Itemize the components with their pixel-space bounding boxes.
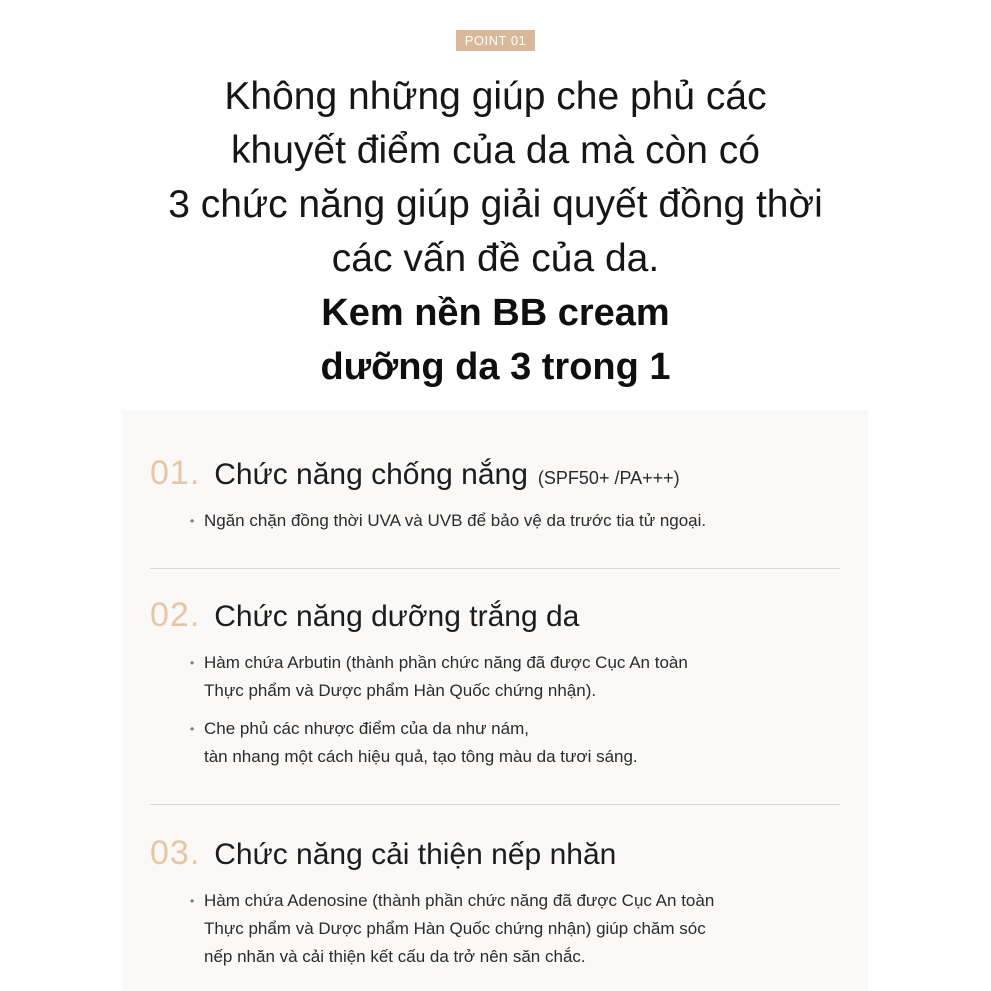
- feature-title: Chức năng dưỡng trắng da: [214, 600, 580, 633]
- feature-number: 01.: [150, 454, 201, 492]
- bullet-dot-icon: •: [190, 656, 195, 670]
- feature-section-anti-wrinkle: [150, 834, 840, 981]
- feature-number: 02.: [150, 596, 201, 634]
- feature-section-whitening: [150, 596, 840, 781]
- bullet-text: Hàm chứa Adenosine (thành phần chức năng đã được Cục An toàn Thực phẩm và Dược phẩm Hàn Quốc chứng nhận) giúp chăm sóc nếp nhăn và cải thiện kết cấu da trở nên săn chắc.: [204, 891, 715, 966]
- feature-heading: [150, 596, 840, 635]
- section-divider: [150, 804, 840, 805]
- feature-bullet: [190, 715, 840, 771]
- point-badge: POINT 01: [456, 30, 535, 51]
- headline-bold-line: dưỡng da 3 trong 1: [320, 346, 671, 388]
- feature-bullets: [150, 887, 840, 971]
- bullet-dot-icon: •: [190, 722, 195, 736]
- headline-line: khuyết điểm của da mà còn có: [231, 129, 760, 172]
- feature-bullet: [190, 507, 840, 535]
- bullet-dot-icon: •: [190, 894, 195, 908]
- headline-line: Không những giúp che phủ các: [224, 75, 767, 118]
- feature-title: Chức năng chống nắng: [214, 458, 528, 491]
- feature-number: 03.: [150, 834, 201, 872]
- bullet-text: Che phủ các nhược điểm của da như nám, tàn nhang một cách hiệu quả, tạo tông màu da tươi sáng.: [204, 719, 638, 766]
- feature-heading: [150, 454, 840, 493]
- feature-bullet: [190, 649, 840, 705]
- feature-section-sun-protection: [150, 454, 840, 545]
- headline-line: 3 chức năng giúp giải quyết đồng thời: [168, 183, 823, 226]
- headline-bold-line: Kem nền BB cream: [321, 292, 670, 334]
- headline-line: các vấn đề của da.: [331, 237, 660, 280]
- bullet-text: Ngăn chặn đồng thời UVA và UVB để bảo vệ da trước tia tử ngoại.: [204, 511, 707, 530]
- features-panel: [122, 410, 868, 991]
- feature-title: Chức năng cải thiện nếp nhăn: [214, 838, 617, 871]
- feature-title-note: (SPF50+ /PA+++): [537, 468, 680, 488]
- bullet-text: Hàm chứa Arbutin (thành phần chức năng đã được Cục An toàn Thực phẩm và Dược phẩm Hàn Quốc chứng nhận).: [204, 653, 688, 700]
- feature-bullet: [190, 887, 840, 971]
- feature-heading: [150, 834, 840, 873]
- headline: [0, 70, 991, 394]
- section-divider: [150, 568, 840, 569]
- feature-bullets: [150, 649, 840, 771]
- feature-bullets: [150, 507, 840, 535]
- bullet-dot-icon: •: [190, 514, 195, 528]
